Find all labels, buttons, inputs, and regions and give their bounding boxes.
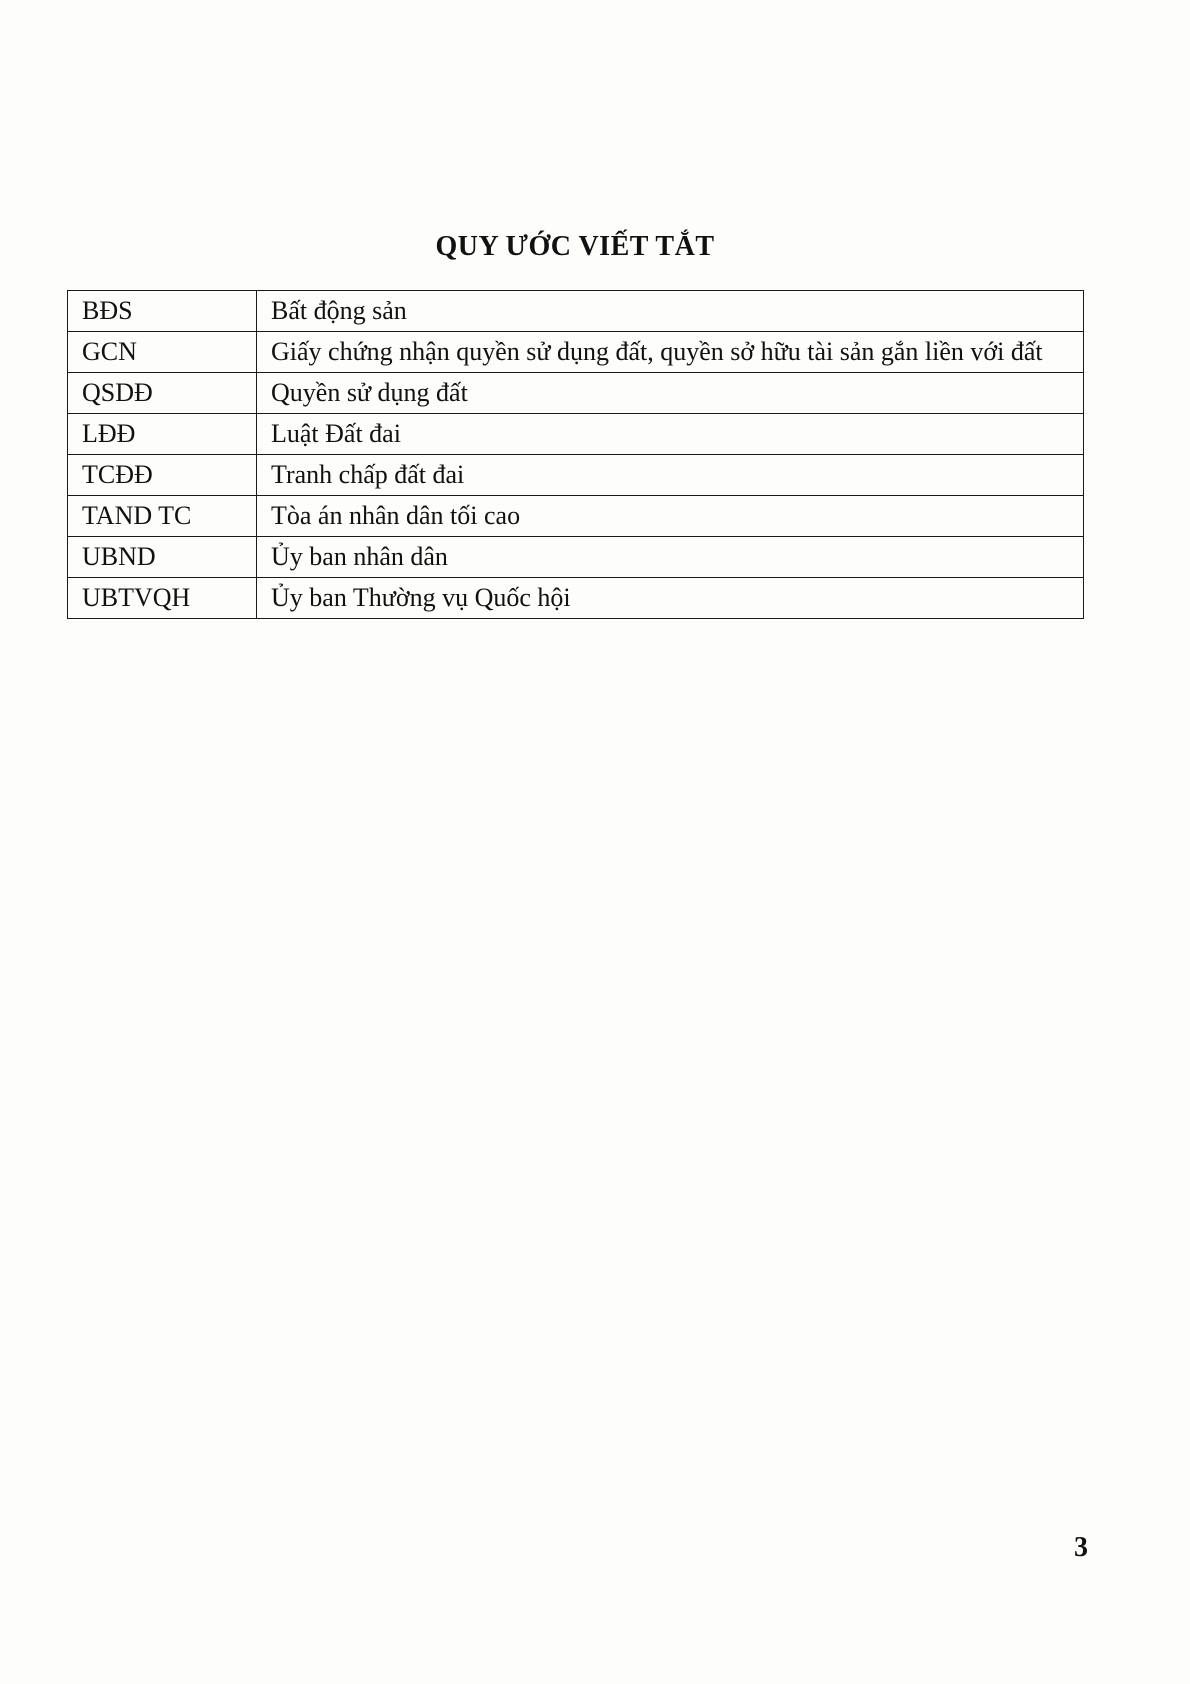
meaning-cell: Quyền sử dụng đất	[257, 373, 1084, 414]
table-row	[68, 291, 1084, 332]
meaning-cell: Giấy chứng nhận quyền sử dụng đất, quyền sở hữu tài sản gắn liền với đất	[257, 332, 1084, 373]
abbreviation-cell: UBND	[68, 537, 257, 578]
abbreviation-table	[67, 290, 1084, 619]
meaning-cell: Bất động sản	[257, 291, 1084, 332]
page-number: 3	[1074, 1532, 1088, 1563]
page-title: QUY ƯỚC VIẾT TẮT	[435, 231, 715, 262]
table-row	[68, 455, 1084, 496]
abbreviation-cell: TCĐĐ	[68, 455, 257, 496]
meaning-cell: Ủy ban nhân dân	[257, 537, 1084, 578]
table-row	[68, 414, 1084, 455]
abbreviation-cell: BĐS	[68, 291, 257, 332]
meaning-cell: Ủy ban Thường vụ Quốc hội	[257, 578, 1084, 619]
table-row	[68, 578, 1084, 619]
abbreviation-cell: UBTVQH	[68, 578, 257, 619]
abbreviation-cell: GCN	[68, 332, 257, 373]
table-row	[68, 373, 1084, 414]
table-row	[68, 496, 1084, 537]
meaning-cell: Luật Đất đai	[257, 414, 1084, 455]
meaning-cell: Tranh chấp đất đai	[257, 455, 1084, 496]
table-row	[68, 332, 1084, 373]
table-row	[68, 537, 1084, 578]
abbreviation-cell: QSDĐ	[68, 373, 257, 414]
abbreviation-cell: TAND TC	[68, 496, 257, 537]
meaning-cell: Tòa án nhân dân tối cao	[257, 496, 1084, 537]
abbreviation-cell: LĐĐ	[68, 414, 257, 455]
